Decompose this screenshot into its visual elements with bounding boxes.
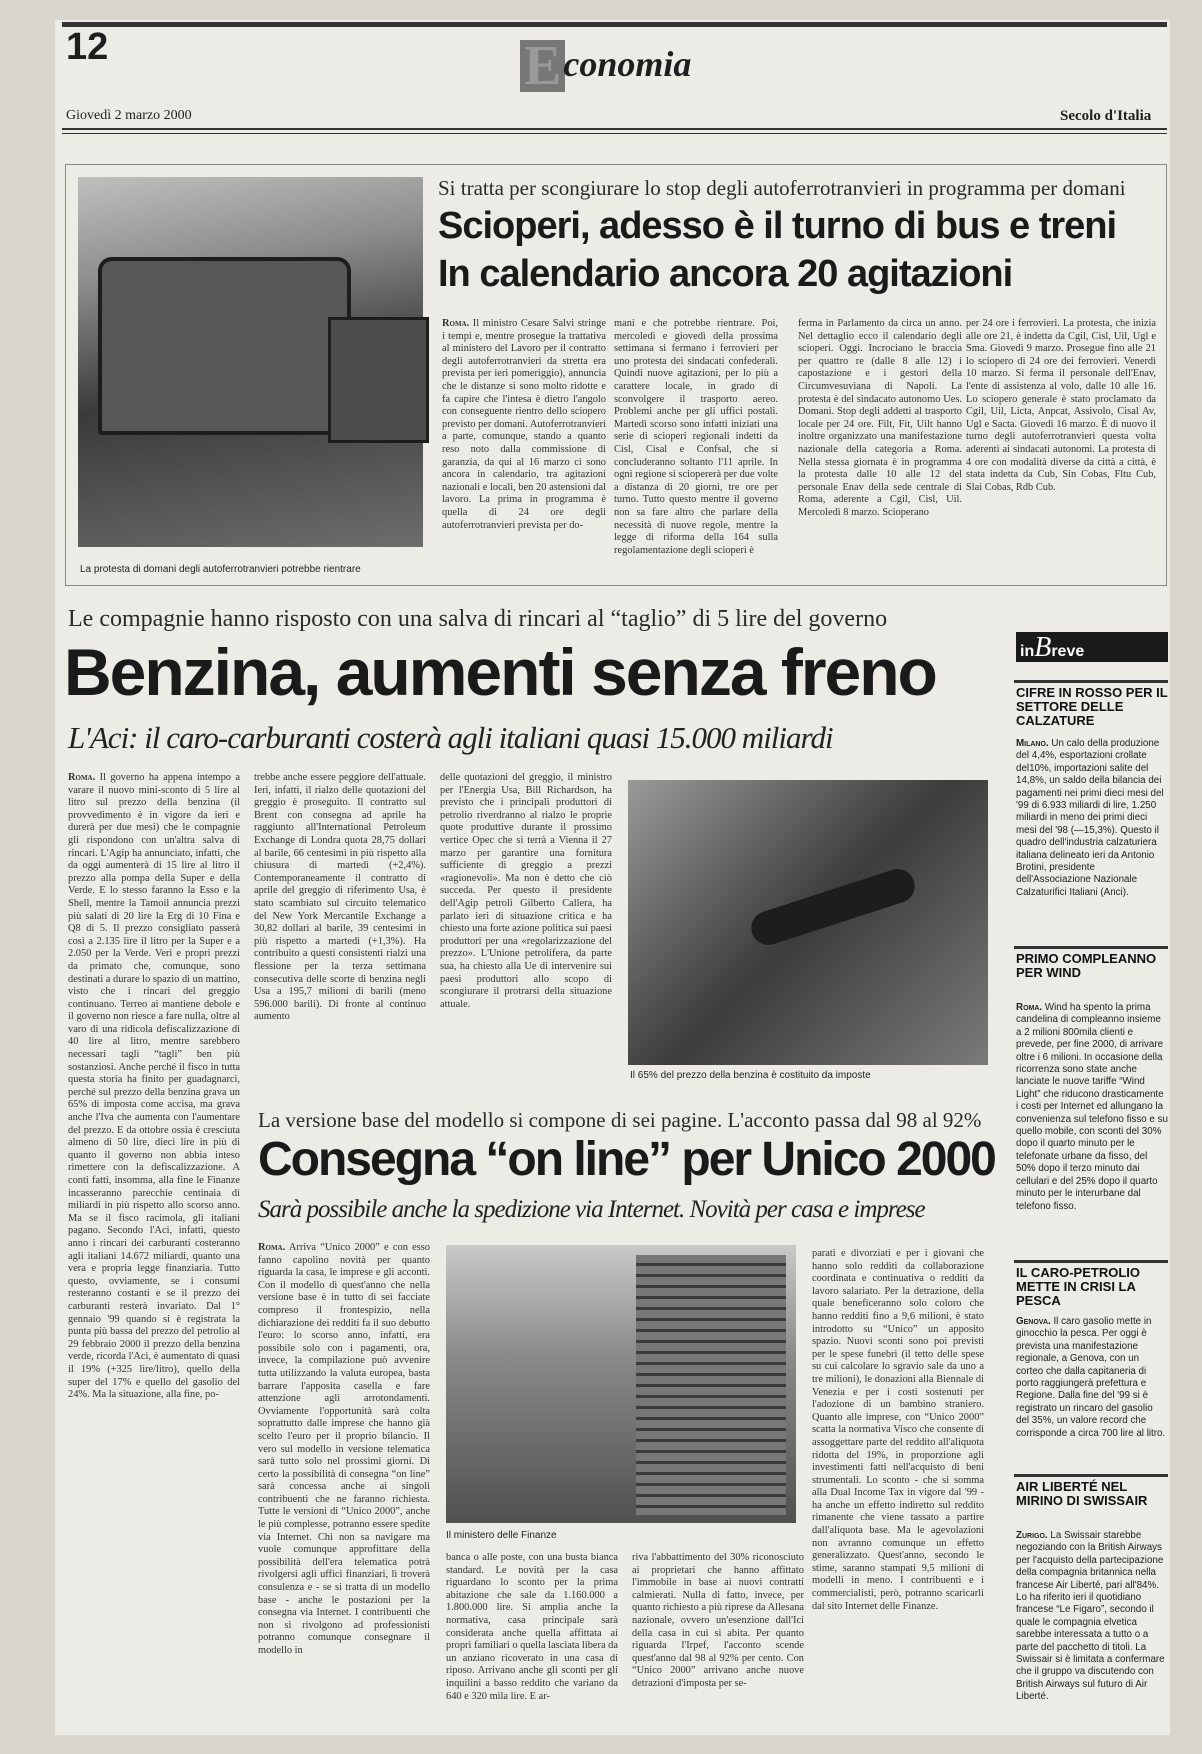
brief-1-text: Un calo della produzione del 4,4%, esportazioni crollate del10%, importazioni salite del 14,8%, un saldo della bilancia dei pagamenti nei primi dieci mesi del '99 di 6.933 miliardi di lire, 1.250 miliardi in meno dei primi dieci mesi del '98 (—15,3%). Questo il quadro dell'industria calzaturiera italiana delineato ieri da Antonio Brotini, presidente dell'Associazione Nazionale Calzaturifici Italiani (Anci). <box>1016 738 1164 898</box>
fuel-pump-photo <box>628 780 988 1065</box>
brief-rule-3 <box>1014 1260 1168 1263</box>
brief-rule-4 <box>1014 1474 1168 1477</box>
brief-1-dateline: Milano. <box>1016 738 1049 749</box>
unico-kicker: La versione base del modello si compone di sei pagine. L'acconto passa dal 98 al 92% <box>258 1108 982 1132</box>
section-rest: conomia <box>563 44 692 84</box>
brief-3-body <box>1016 1316 1168 1466</box>
unico-col-1 <box>258 1242 430 1722</box>
strikes-headline-1: Scioperi, adesso è il turno di bus e treni <box>438 205 1117 247</box>
brief-4-body <box>1016 1530 1168 1725</box>
petrol-subhead: L'Aci: il caro-carburanti costerà agli italiani quasi 15.000 miliardi <box>68 720 833 755</box>
petrol-dateline: Roma. <box>68 772 96 783</box>
header-rule <box>62 128 1167 130</box>
unico-photo-caption: Il ministero delle Finanze <box>446 1530 557 1541</box>
in-breve-rest: reve <box>1051 643 1085 660</box>
in-breve-in: in <box>1020 643 1035 660</box>
brief-rule-2 <box>1014 946 1168 949</box>
in-breve-b: B <box>1034 632 1052 663</box>
brief-4-text: La Swissair starebbe negoziando con la British Airways per l'acquisto della partecipazione della compagnia britannica nella francese Air Liberté, pari all'84%. Lo ha riferito ieri il quotidiano francese “Le Figaro”, secondo il quale le compagnia elvetica sarebbe interessata a tutto o a parte del pacchetto di titoli. La Swissair si è limitata a confermare che il gruppo va discutendo con British Airways sul futuro di Air Liberté. <box>1016 1530 1165 1703</box>
brief-1-body <box>1016 738 1168 938</box>
brief-4-title: AIR LIBERTÉ NEL MIRINO DI SWISSAIR <box>1016 1479 1148 1508</box>
petrol-col-1-text: Il governo ha appena intempo a varare il nuovo mini-sconto di 5 lire al litro sul prezzo della benzina (il provvedimento è in vigore da ieri e durerà per due mesi) che le compagnie gli rispondono con un'altra salva di rincari. L'Agip ha annunciato, infatti, che da oggi aumenterà di 15 lire al litro il prezzo alla pompa della Super e della Verde. E lo stesso faranno la Esso e la Shell, mentre la Tamoil annuncia prezzi più salati di 20 lire la Erg di 10 Fina e Q8 di 5. Il prezzo consigliato passerà così a 2.135 lire il litro per la Super e a 2.050 per la Verde. Veri e propri prezzi da primato che, comunque, sono destinati a durare lo spazio di un mattino, visto che i rincari del greggio continuano. Terreo ai mantiene debole e il governo non riesce a fare nulla, oltre al varo di una ridicola defiscalizzazione di 40 lire al litro, mentre sarebbero necessari tagli “tagli” ben più sostanziosi. Anche perché il fisco in tutta questa storia ha finito per guadagnarci, perché sul prezzo della benzina grava un 65% di imposta come accisa, ma grava anche l'Iva che aumenta con l'aumentare del prezzo. E da ottobre ossia è cresciuta almeno di 50 lire, dieci lire in più di quanto il governo non abbia inteso rimettere con la defiscalizzazione. A conti fatti, insomma, alla fine le Finanze incasseranno parecchie centinaia di miliardi in più rispetto allo scorso anno. Ma se il fisco racimola, gli italiani pagano. Secondo l'Aci, infatti, questo anno i rincari dei carburanti costeranno agli italiani 14.672 miliardi, quanto una vera e propria legge finanziaria. Tutto questo, ovviamente, se i consumi resteranno costanti e se il prezzo dei carburanti resterà invariato. Dal 1° gennaio '99 quando si è registrata la punta più bassa del prezzo del petrolio al 29 febbraio 2000 il prezzo della benzina verde, ricorda l'Aci, è aumentato di quasi il 19% (+325 lire/litro), quello della super del 17% e quello del gasolio del 24%. Ma la situazione, alla fine, po- <box>68 772 240 1401</box>
strikes-col-3: ferma in Parlamento da circa un anno. Nel dettaglio ecco il calendario degli scioperi. Oggi. Incrociano le braccia per quattro re (dalle 8 alle 12) i capostazione e i gestori della Circumvesuviana di Napoli. La protesta è del sindacato autonomo Ues. Domani. Stop degli addetti al trasporto locale per 24 ore. Filt, Fit, Uilt hanno inoltre organizzato una manifestazione nazionale della categoria a Roma. Nella stessa giornata è in programma la protesta dalle 10 alle 12 del personale Enav della sede centrale di Roma, aderente a Cgil, Cisl, Uil. Mercoledì 8 marzo. Scioperano <box>798 318 962 518</box>
brief-2-body <box>1016 1002 1168 1252</box>
brief-2-text: Wind ha spento la prima candelina di compleanno insieme a 2 milioni 800mila clienti e prevede, per fine 2000, di arrivare oltre i 6 milioni. In occasione della ricorrenza sono state anche lanciate le nuove tariffe “Wind Light” che riducono drasticamente i costi per Internet ed allungano la convenienza sul telefono fisso e su quello mobile, con sconti del 30% dopo il quarto minuto per le telefonate urbane da fisso, del 50% dopo il terzo minuto dai cellulari e del 25% dopo il quarto minuto per le interurbane dal telefono fisso. <box>1016 1002 1168 1212</box>
nozzle-shape <box>747 865 919 950</box>
strikes-photo-caption: La protesta di domani degli autoferrotranvieri potrebbe rientrare <box>80 564 361 575</box>
unico-dateline: Roma. <box>258 1242 286 1253</box>
brief-3-dateline: Genova. <box>1016 1316 1051 1327</box>
petrol-col-2: trebbe anche essere peggiore dell'attuale. Ieri, infatti, il rialzo delle quotazioni del greggio è proseguito. Il contratto sul Brent con consegna ad aprile ha raggiunto all'International Petroleum Exchange di Londra quota 28,75 dollari al barile, 66 centesimi in più rispetto alla chiusura di martedì (+2,4%). Contemporaneamente il contratto di aprile del greggio di riferimento Usa, è stato scambiato sul circuito telematico del New York Mercantile Exchange a 30,82 dollari al barile, 39 centesimi in più rispetto a martedì (+1,3%). Ha contribuito a questi consistenti rialzi una flessione per la terza settimana consecutiva delle scorte di benzina negli Usa a 195,7 milioni di barili (meno 596.000 barili). Di fronte al continuo aumento <box>254 772 426 1023</box>
brief-2-title: PRIMO COMPLEANNO PER WIND <box>1016 951 1157 980</box>
second-bus-shape <box>328 317 429 443</box>
issue-date: Giovedì 2 marzo 2000 <box>66 108 192 123</box>
petrol-col-3: delle quotazioni del greggio, il ministro per l'Energia Usa, Bill Richardson, ha previsto che i principali produttori di petrolio riverdranno al rialzo le proprie quote produttive durante il prossimo vertice Opec che si terrà a Vienna il 27 marzo per garantire una fornitura sufficiente di greggio a prezzi «ragionevoli». Ma non è detto che ciò succeda. Per questo il presidente dell'Agip petroli Gilberto Callera, ha parlato ieri di situazione critica e ha chiesto una forte azione politica sui paesi produttori per una «regolarizzazione del prezzo». L'Unione petrolifera, da parte sua, ha chiesto alla Ue di intervenire sui paesi produttori allo scopo di scongiurare il protrarsi della situazione attuale. <box>440 772 612 1010</box>
bus-photo <box>78 177 423 547</box>
brief-2-dateline: Roma. <box>1016 1002 1043 1013</box>
brief-1-title: CIFRE IN ROSSO PER IL SETTORE DELLE CALZATURE <box>1016 685 1168 728</box>
bus-shape <box>98 257 351 435</box>
page-number: 12 <box>66 26 109 68</box>
ministry-photo <box>446 1245 796 1523</box>
unico-col-4: parati e divorziati e per i giovani che hanno solo redditi da collaborazione coordinata e continuativa o redditi da lavoro salariato. Per la detrazione, della quale beneficeranno solo coloro che hanno redditi fino a 9,6 milioni, è stato introdotto su “Unico” un apposito spazio. Nuovi sconti sono poi previsti per le spese funebri (il tetto delle spese su cui calcolare lo sgravio sale da uno a tre milioni), le donazioni alla Biennale di Venezia e per i costi sostenuti per l'adozione di un bambino straniero. Quanto alle imprese, con “Unico 2000” scatta la normativa Visco che consente di assoggettare parte del reddito all'aliquota ridotta del 19%, in proporzione agli investimenti fatti nell'acquisto di beni strumentali. Lo sconto - che si somma alla Dual Income Tax in vigore dal '99 - ha anche un effetto indiretto sul reddito rimanente che viene tassato a partire dall'aliquota base. Ma le agevolazioni non avranno comunque un effetto generalizzato. Quest'anno, secondo le stime, saranno stampati 9,5 milioni di modelli in meno. I contribuenti e i commercialisti, però, potranno scaricarli dal sito Internet delle Finanze. <box>812 1248 984 1612</box>
brief-3-text: Il caro gasolio mette in ginocchio la pesca. Per oggi è prevista una manifestazione regionale, a Genova, con un corteo che dalla capitaneria di porto raggiungerà prefettura e Regione. Dalla fine del '99 si è registrato un rincaro del gasolio del 35%, un valore record che corrisponde a circa 700 lire al litro. <box>1016 1316 1166 1439</box>
in-breve-banner <box>1016 632 1168 662</box>
unico-headline: Consegna “on line” per Unico 2000 <box>258 1133 995 1186</box>
section-initial: E <box>520 40 565 92</box>
unico-col-1-text: Arriva “Unico 2000” e con esso fanno capolino novità per quanto riguarda la casa, le imprese e gli acconti. Con il modello di quest'anno che nella versione base è in tutto di sei facciate compreso il frontespizio, nella dichiarazione dei redditi fa il suo debutto l'euro: lo scorso anno, infatti, era possibile solo con i pagamenti, ora, invece, la compilazione può avvenire tutta utilizzando la valuta europea, basta barrare l'apposita casella e fare attenzione agli arrotondamenti. Ovviamente l'opportunità sarà colta soprattutto dalle imprese che hanno già scelto l'euro per il proprio bilancio. Il vero sul modello in versione telematica sarà tutto solo nel prossimi giorni. Di certo la possibilità di consegna “on line” sarà concessa anche ai singoli contribuenti che ne faranno richiesta. Tutte le versioni di “Unico 2000”, anche le più complesse, potranno essere spedite via Internet. Chi non sa navigare ma vuole comunque approfittare della possibilità dell'era telematica potrà rivolgersi agli uffici finanziari, lì troverà consulenza e - se si tratta di un modello base - anche le postazioni per la consegna via Internet. I contribuenti che non si rivolgono ad professionisti potranno comunque consegnare il modello in <box>258 1242 430 1656</box>
strikes-dateline: Roma. <box>442 318 470 329</box>
petrol-headline: Benzina, aumenti senza freno <box>64 635 936 709</box>
unico-col-3: riva l'abbattimento del 30% riconosciuto ai proprietari che hanno affittato l'immobile in base ai nuovi contratti calmierati. Nulla di fatto, invece, per quanto richiesto a più riprese da Allesana nazionale, ovvero un'esenzione dall'Ici della casa in cui si abita. Per quanto riguarda l'Irpef, l'acconto scende quest'anno dal 98 al 92% per cento. Con “Unico 2000” arrivano anche nuove detrazioni d'imposta per se- <box>632 1552 804 1689</box>
brief-4-dateline: Zurigo. <box>1016 1530 1048 1541</box>
unico-subhead: Sarà possibile anche la spedizione via Internet. Novità per casa e imprese <box>258 1196 925 1223</box>
unico-col-2: banca o alle poste, con una busta bianca standard. Le novità per la casa riguardano lo sconto per la prima abitazione che sale da 1.160.000 a 1.800.000 lire. Si amplia anche la normativa, casa principale sarà considerata anche quella affittata ai propri familiari o quella lasciata libera da un anziano ricoverato in una casa di riposo. Arrivano anche gli sconti per gli inquilini a basso reddito che variano da 640 e 320 mila lire. E ar- <box>446 1552 618 1702</box>
petrol-kicker: Le compagnie hanno risposto con una salva di rincari al “taglio” di 5 lire del governo <box>68 606 888 632</box>
section-title <box>520 35 692 97</box>
strikes-col-2: mani e che potrebbe rientrare. Poi, mercoledì e giovedì della prossima settimana si fermano i ferrovieri per uno protesta dei sindacati confederali. Quindi nuove agitazioni, per lo più a carattere locale, in grado di sconvolgere il trasporto aereo. Problemi anche per gli uffici postali. Martedì scorso sono infatti iniziati una serie di scioperi regionali indetti da Cisl, Cisal e Confsal, che si concluderanno soltanto l'11 aprile. In ogni regione si sciopererà per due volte a distanza di 20 giorni, tre ore per turno. Tutto questo mentre il governo non sa fare altro che parlare della necessità di nuove regole, mentre la legge di riforma della 164 sulla regolamentazione degli scioperi è <box>614 318 778 556</box>
top-rule <box>62 22 1167 27</box>
brief-3-title: IL CARO-PETROLIO METTE IN CRISI LA PESCA <box>1016 1265 1140 1308</box>
newspaper-name: Secolo d'Italia <box>1060 108 1152 124</box>
strikes-col-4: per 24 ore i ferrovieri. La protesta, che inizia alle ore 21, è indetta da Cgil, Cisl, Uil, Ugl e Sma. Giovedì 9 marzo. Prosegue fino alle 21 lo sciopero di 24 ore dei ferrovieri. Venerdì 10 marzo. Si ferma il personale dell'Enav, l'ente di assistenza al volo, dalle 10 alle 16. Lo sciopero generale è stato proclamato da Cgil, Uil, Licta, Anpcat, Assivolo, Cisal Av, Ugl e Sacta. Giovedì 16 marzo. È di nuovo il turno degli autoferrotranvieri questa volta aderenti ai sindacati autonomi. La protesta di 4 ore con modalità diverse da città a città, è stata indetta da Cub, Sin Cobas, Fltu Cub, Slai Cobas, Rdb Cub. <box>966 318 1156 493</box>
strikes-col-1-text: Il ministro Cesare Salvi stringe i tempi e, mentre prosegue la trattativa al ministero del Lavoro per il contratto degli autoferrotranvieri da stretta era prevista per ieri pomeriggio), annuncia che le distanze si sono molto ridotte e fa capire che l'intesa è dietro l'angolo con conseguente rientro dello sciopero previsto per domani. Autoferrotranvieri a parte, comunque, stando a quanto reso noto dalla commissione di garanzia, da qui al 16 marzo ci sono ancora in calendario, tra agitazioni nazionali e locali, ben 20 astensioni dal lavoro. La prima in programma è quella di 24 ore degli autoferrotranvieri prevista per do- <box>442 318 606 531</box>
petrol-photo-caption: Il 65% del prezzo della benzina è costituito da imposte <box>630 1070 871 1081</box>
building-shape <box>636 1255 786 1515</box>
strikes-headline-2: In calendario ancora 20 agitazioni <box>438 253 1013 295</box>
brief-rule-1 <box>1014 680 1168 683</box>
petrol-col-1 <box>68 772 240 1524</box>
strikes-col-1 <box>442 318 606 576</box>
header-rule-thin <box>62 133 1167 134</box>
strikes-kicker: Si tratta per scongiurare lo stop degli autoferrotranvieri in programma per domani <box>438 176 1126 200</box>
